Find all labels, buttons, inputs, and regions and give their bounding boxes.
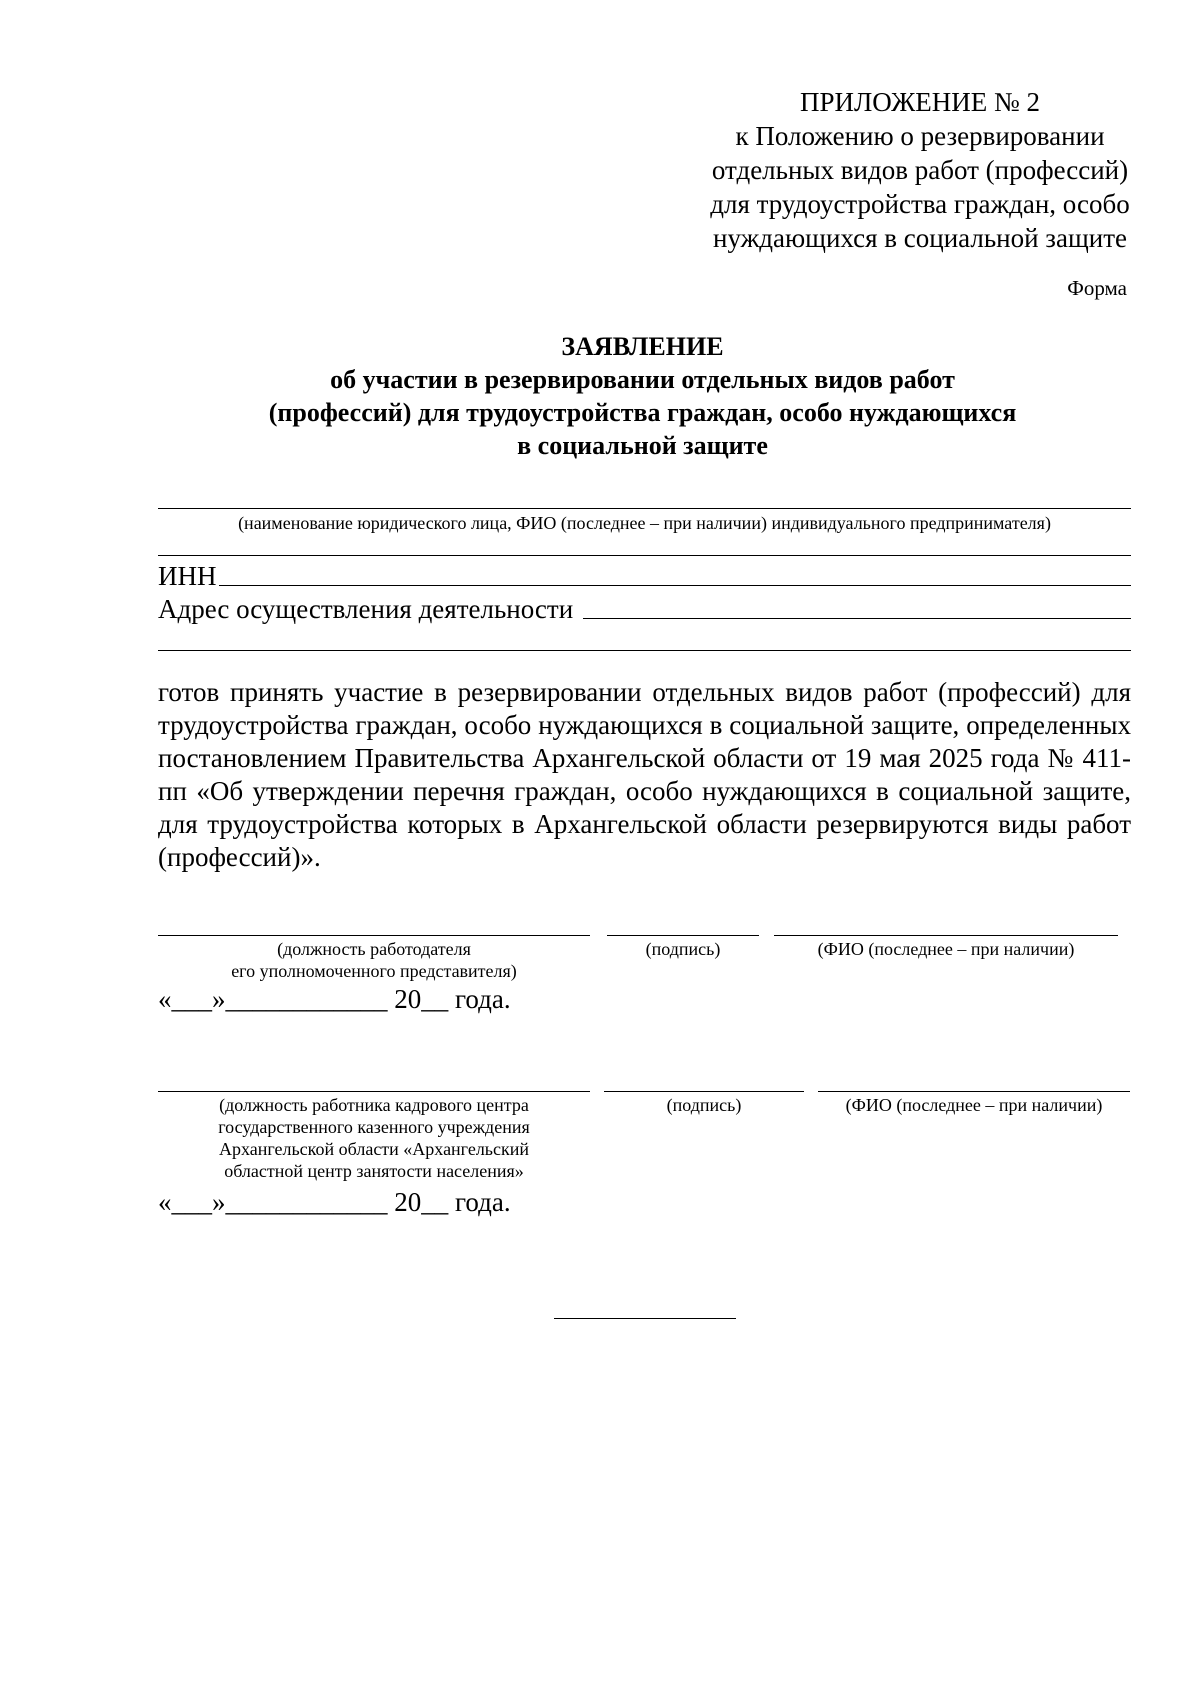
center-position-caption: (должность работника кадрового центра государственного казенного учреждения Архангельской области «Архангельский областной центр занятости населения» bbox=[218, 1095, 530, 1181]
center-date-line[interactable]: «___»____________ 20__ года. bbox=[158, 1187, 511, 1217]
center-name-field[interactable] bbox=[818, 1091, 1130, 1092]
title-line: об участии в резервировании отдельных видов работ bbox=[330, 365, 955, 394]
employer-position-field[interactable] bbox=[158, 935, 590, 936]
title-heading: ЗАЯВЛЕНИЕ bbox=[561, 332, 724, 361]
address-field-2[interactable] bbox=[158, 650, 1131, 651]
applicant-name-field-2[interactable] bbox=[158, 555, 1131, 556]
appendix-line: отдельных видов работ (профессий) bbox=[711, 155, 1129, 185]
center-position-field[interactable] bbox=[158, 1091, 590, 1092]
appendix-line: для трудоустройства граждан, особо bbox=[710, 189, 1130, 219]
title-line: в социальной защите bbox=[517, 431, 768, 460]
appendix-header bbox=[640, 85, 1200, 255]
appendix-line: к Положению о резервировании bbox=[735, 121, 1105, 151]
appendix-number: ПРИЛОЖЕНИЕ № 2 bbox=[799, 87, 1041, 117]
body-paragraph: готов принять участие в резервировании отдельных видов работ (профессий) для трудоустройства граждан, особо нуждающихся в социальной защите, определенных постановлением Правительства Архангельской области от 19 мая 2025 года № 411-пп «Об утверждении перечня граждан, особо нуждающихся в социальной защите, для трудоустройства которых в Архангельской области резервируются виды работ (профессий)». bbox=[158, 677, 1131, 872]
employer-position-caption: (должность работодателя его уполномоченного представителя) bbox=[231, 939, 517, 981]
employer-date-line[interactable]: «___»____________ 20__ года. bbox=[158, 984, 511, 1014]
address-field[interactable] bbox=[583, 617, 1131, 619]
document-title bbox=[150, 330, 1135, 462]
title-line: (профессий) для трудоустройства граждан, особо нуждающихся bbox=[268, 398, 1017, 427]
inn-field[interactable] bbox=[219, 584, 1132, 586]
employer-name-caption: (ФИО (последнее – при наличии) bbox=[817, 939, 1075, 959]
address-label: Адрес осуществления деятельности bbox=[158, 594, 574, 624]
center-name-caption: (ФИО (последнее – при наличии) bbox=[845, 1095, 1103, 1115]
inn-label: ИНН bbox=[158, 561, 217, 591]
employer-name-field[interactable] bbox=[774, 935, 1118, 936]
center-signature-caption: (подпись) bbox=[666, 1095, 742, 1115]
closing-divider bbox=[554, 1318, 736, 1319]
center-signature-field[interactable] bbox=[604, 1091, 804, 1092]
applicant-name-field[interactable] bbox=[158, 508, 1131, 509]
appendix-line: нуждающихся в социальной защите bbox=[713, 223, 1127, 253]
applicant-name-caption: (наименование юридического лица, ФИО (последнее – при наличии) индивидуального предпринимателя) bbox=[238, 513, 1051, 533]
inn-row bbox=[158, 560, 1131, 592]
address-row bbox=[158, 593, 1131, 625]
form-label: Форма bbox=[1067, 276, 1127, 300]
employer-signature-field[interactable] bbox=[607, 935, 759, 936]
employer-signature-caption: (подпись) bbox=[645, 939, 721, 959]
